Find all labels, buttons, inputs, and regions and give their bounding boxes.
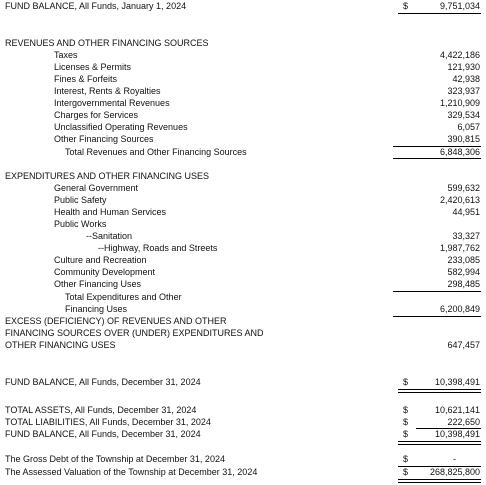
revenue-amount: 4,422,186 xyxy=(439,50,480,60)
excess-label: OTHER FINANCING USES xyxy=(5,340,116,350)
revenue-amount: 121,930 xyxy=(447,62,480,72)
expenditure-label: Culture and Recreation xyxy=(54,255,147,265)
list-item xyxy=(0,109,486,121)
list-item xyxy=(0,97,486,109)
list-item xyxy=(0,121,486,133)
revenue-amount: 323,937 xyxy=(447,86,480,96)
revenue-amount: 1,210,909 xyxy=(439,98,480,108)
double-rule xyxy=(398,389,481,393)
list-item xyxy=(0,266,486,278)
expenditures-total-row xyxy=(0,303,486,315)
expenditure-label: Other Financing Uses xyxy=(54,279,142,289)
expenditure-amount: 298,485 xyxy=(447,279,480,289)
expenditure-label: Community Development xyxy=(54,267,156,277)
list-item xyxy=(0,133,486,145)
list-item xyxy=(0,278,486,290)
list-item xyxy=(0,254,486,266)
expenditure-amount: 1,987,762 xyxy=(439,243,480,253)
total-assets-amount: 10,621,141 xyxy=(434,405,480,415)
revenue-label: Interest, Rents & Royalties xyxy=(54,86,161,96)
currency-symbol: $ xyxy=(403,467,409,477)
assessed-valuation-label: The Assessed Valuation of the Township at December 31, 2024 xyxy=(5,467,258,477)
fund-balance-amount: 10,398,491 xyxy=(434,429,480,439)
revenue-label: Taxes xyxy=(54,50,78,60)
rule xyxy=(398,13,481,14)
gross-debt-row xyxy=(0,453,486,465)
gross-debt-label: The Gross Debt of the Township at December 31, 2024 xyxy=(5,454,225,464)
excess-label: EXCESS (DEFICIENCY) OF REVENUES AND OTHER xyxy=(5,316,227,326)
revenues-total-amount: 6,848,306 xyxy=(439,147,480,157)
total-liabilities-amount: 222,650 xyxy=(447,417,480,427)
revenue-amount: 6,057 xyxy=(457,122,480,132)
list-item xyxy=(0,182,486,194)
excess-row xyxy=(0,315,486,327)
expenditure-amount: 599,632 xyxy=(447,183,480,193)
expenditures-total-amount: 6,200,849 xyxy=(439,304,480,314)
total-assets-label: TOTAL ASSETS, All Funds, December 31, 2024 xyxy=(5,405,197,415)
list-item xyxy=(0,73,486,85)
revenues-heading-row xyxy=(0,37,486,49)
revenues-total-row xyxy=(0,146,486,158)
revenue-label: Fines & Forfeits xyxy=(54,74,118,84)
list-item xyxy=(0,85,486,97)
list-item xyxy=(0,230,486,242)
expenditures-total-row xyxy=(0,291,486,303)
revenue-label: Other Financing Sources xyxy=(54,134,154,144)
opening-balance-amount: 9,751,034 xyxy=(439,1,480,11)
expenditure-amount: 582,994 xyxy=(447,267,480,277)
expenditure-amount: 233,085 xyxy=(447,255,480,265)
revenue-amount: 42,938 xyxy=(452,74,480,84)
fund-balance-row xyxy=(0,428,486,440)
currency-symbol: $ xyxy=(403,454,409,464)
excess-label: FINANCING SOURCES OVER (UNDER) EXPENDITURES AND xyxy=(5,328,264,338)
expenditure-amount: 2,420,613 xyxy=(439,195,480,205)
revenues-heading: REVENUES AND OTHER FINANCING SOURCES xyxy=(5,38,209,48)
expenditure-label: Health and Human Services xyxy=(54,207,167,217)
expenditure-label: Public Safety xyxy=(54,195,107,205)
excess-row xyxy=(0,327,486,339)
list-item xyxy=(0,218,486,230)
expenditures-heading-row xyxy=(0,170,486,182)
currency-symbol: $ xyxy=(403,405,409,415)
list-item xyxy=(0,242,486,254)
currency-symbol: $ xyxy=(403,417,409,427)
excess-row xyxy=(0,339,486,351)
revenue-amount: 390,815 xyxy=(447,134,480,144)
assessed-valuation-row xyxy=(0,466,486,478)
fund-balance-label: FUND BALANCE, All Funds, December 31, 2024 xyxy=(5,429,201,439)
opening-balance-row xyxy=(0,0,486,12)
excess-amount: 647,457 xyxy=(447,340,480,350)
opening-balance-label: FUND BALANCE, All Funds, January 1, 2024 xyxy=(5,1,187,11)
list-item xyxy=(0,61,486,73)
list-item xyxy=(0,194,486,206)
closing-balance-row xyxy=(0,376,486,388)
expenditures-heading: EXPENDITURES AND OTHER FINANCING USES xyxy=(5,171,210,181)
currency-symbol: $ xyxy=(403,429,409,439)
expenditure-amount: 33,327 xyxy=(452,231,480,241)
total-liabilities-row xyxy=(0,416,486,428)
total-assets-row xyxy=(0,404,486,416)
revenue-amount: 329,534 xyxy=(447,110,480,120)
expenditure-label: Public Works xyxy=(54,219,107,229)
total-liabilities-label: TOTAL LIABILITIES, All Funds, December 31, 2024 xyxy=(5,417,211,427)
revenues-total-label: Total Revenues and Other Financing Sources xyxy=(65,147,247,157)
revenue-label: Intergovernmental Revenues xyxy=(54,98,170,108)
closing-balance-label: FUND BALANCE, All Funds, December 31, 2024 xyxy=(5,377,201,387)
rule xyxy=(393,158,481,159)
revenue-label: Licenses & Permits xyxy=(54,62,132,72)
currency-symbol: $ xyxy=(403,1,409,11)
currency-symbol: $ xyxy=(403,377,409,387)
expenditure-label: --Sanitation xyxy=(86,231,133,241)
expenditures-total-label: Financing Uses xyxy=(65,304,128,314)
expenditures-total-label: Total Expenditures and Other xyxy=(65,292,182,302)
gross-debt-amount: - xyxy=(453,454,456,464)
assessed-valuation-amount: 268,825,800 xyxy=(429,467,480,477)
revenue-label: Charges for Services xyxy=(54,110,139,120)
closing-balance-amount: 10,398,491 xyxy=(434,377,480,387)
expenditure-label: General Government xyxy=(54,183,139,193)
expenditure-label: --Highway, Roads and Streets xyxy=(98,243,218,253)
revenue-label: Unclassified Operating Revenues xyxy=(54,122,188,132)
expenditure-amount: 44,951 xyxy=(452,207,480,217)
double-rule xyxy=(398,479,481,483)
list-item xyxy=(0,49,486,61)
list-item xyxy=(0,206,486,218)
double-rule xyxy=(398,441,481,445)
